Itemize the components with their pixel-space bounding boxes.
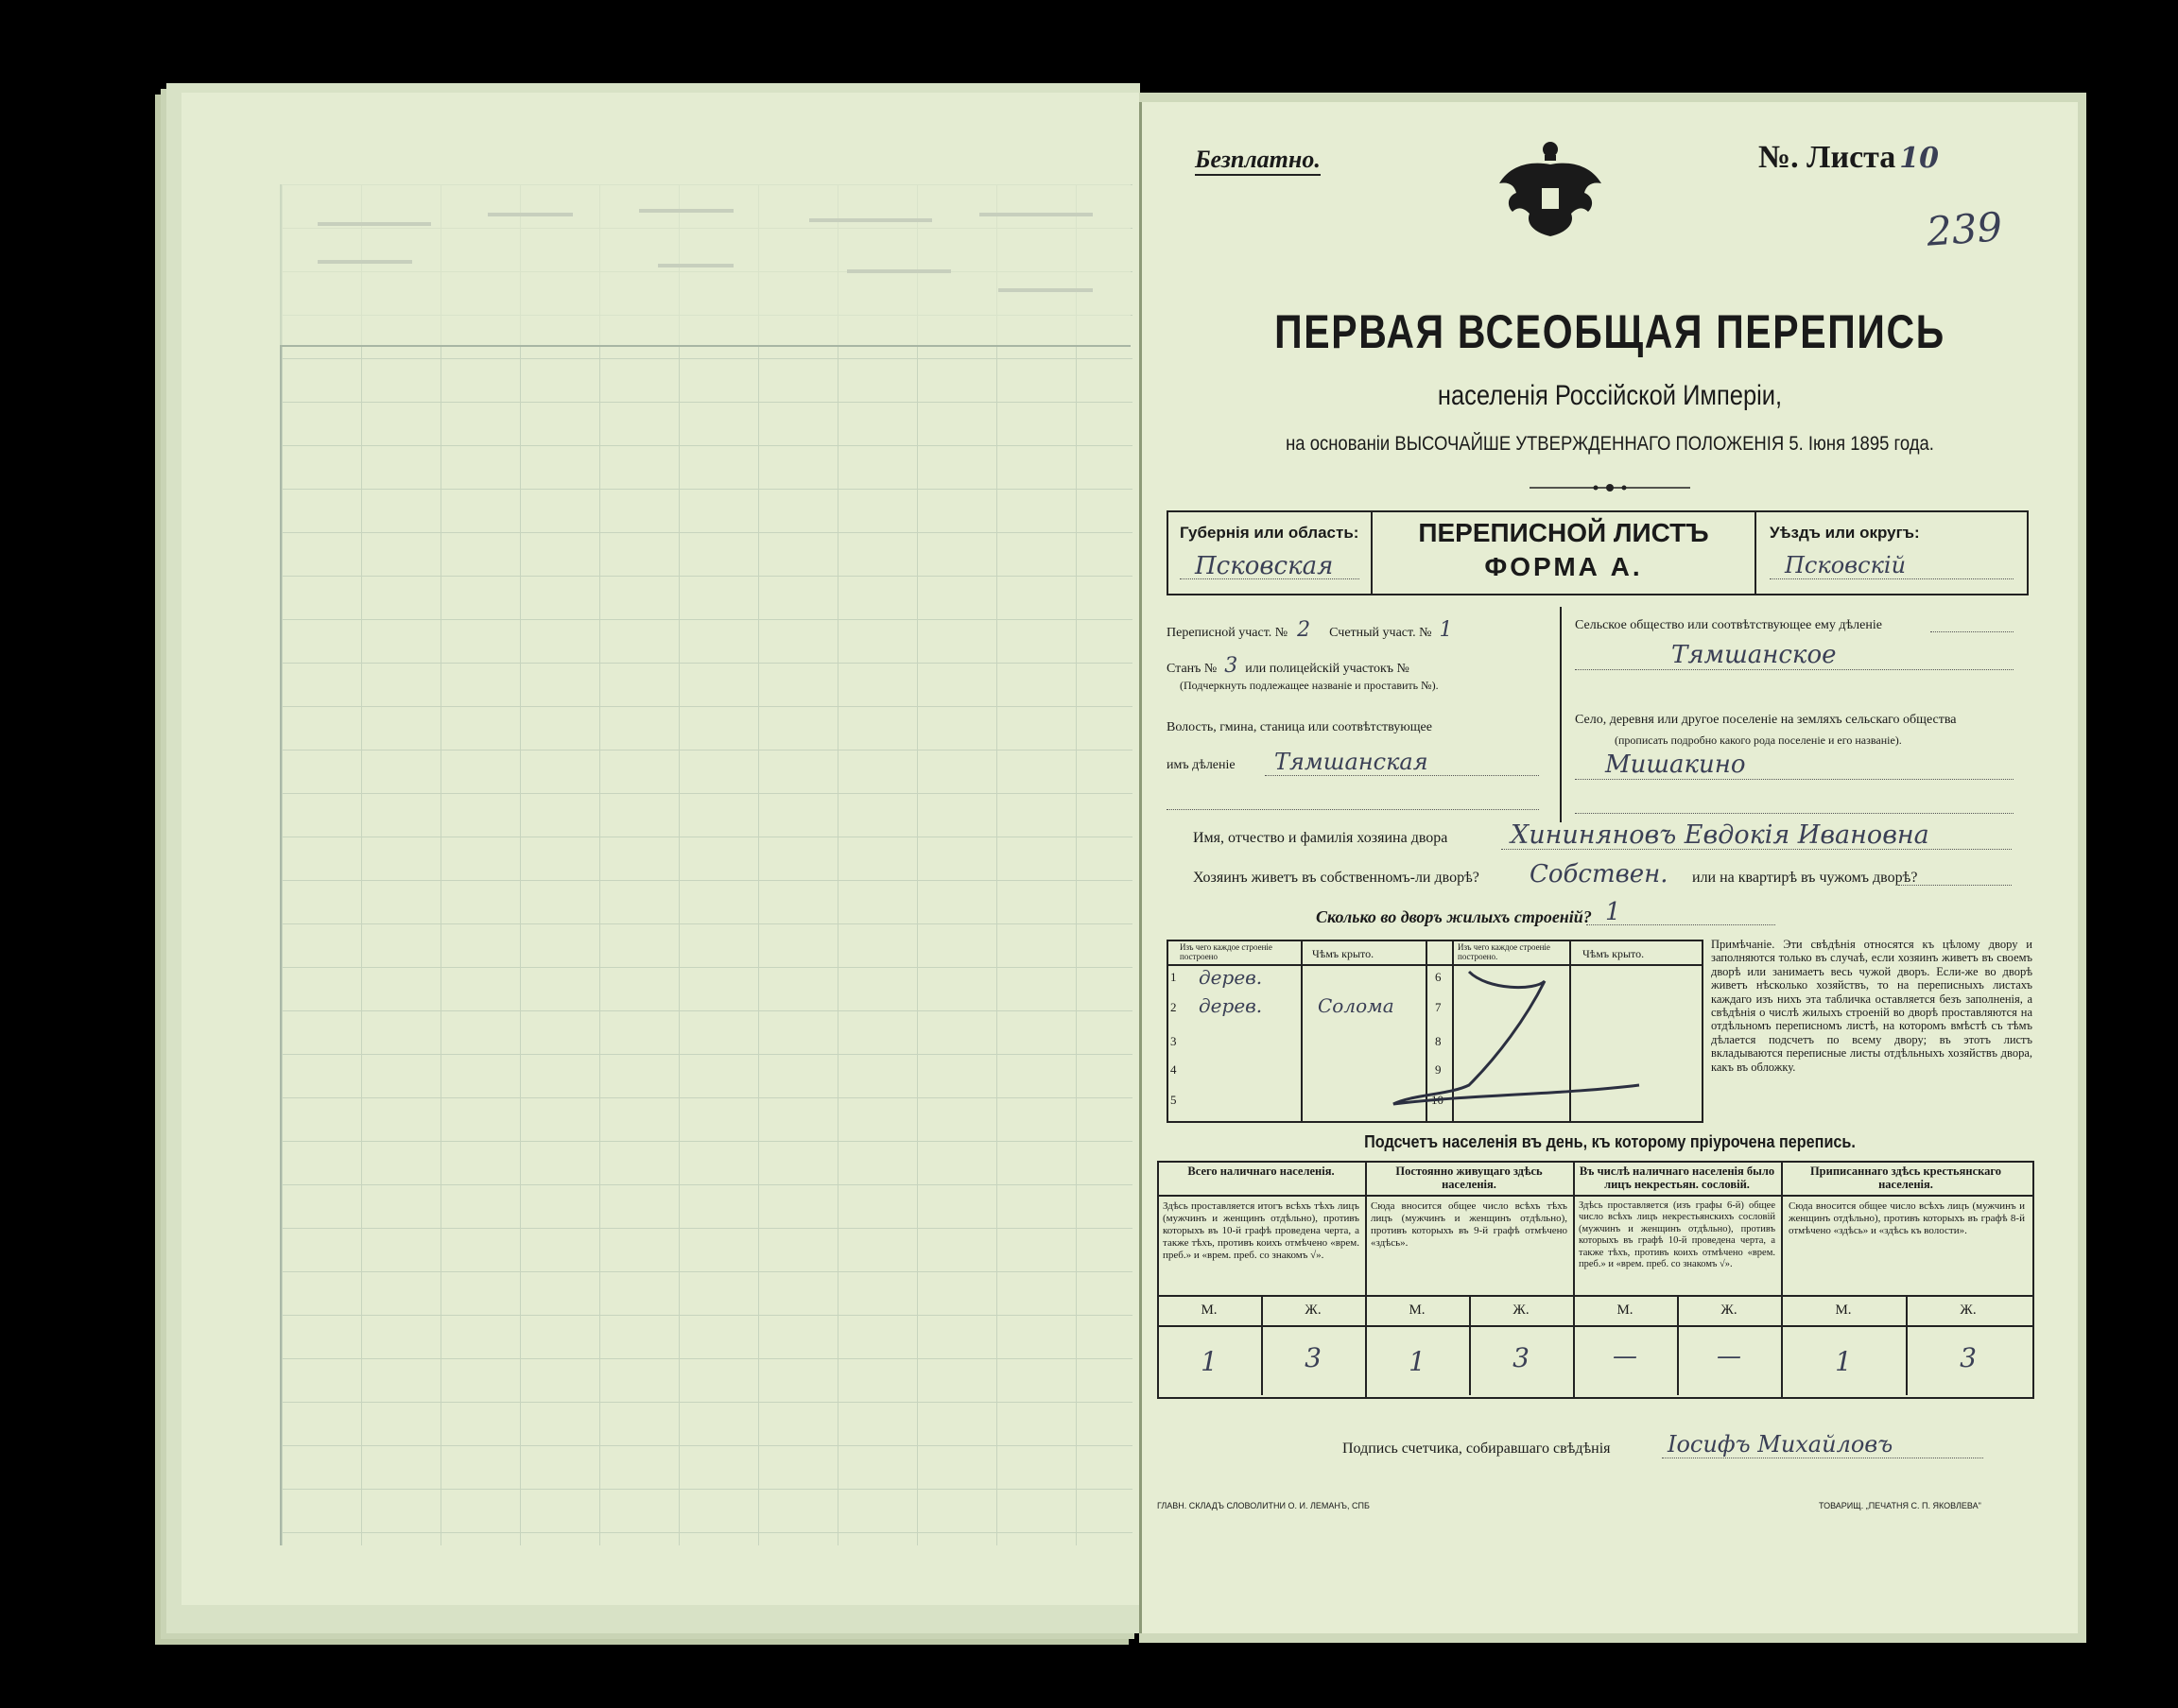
buildings-col-material-2: Изъ чего каждое строеніе построено. — [1458, 942, 1550, 961]
society-label: Сельское общество или соотвѣтствующее ему дѣленіе — [1575, 618, 1882, 632]
table-row-number: 9 — [1435, 1062, 1442, 1077]
count-column-desc: Здѣсь проставляется итогъ всѣхъ тѣхъ лицъ (мужчинъ и женщинъ отдѣльно), противъ которыхъ въ 10-й графѣ проведена черта, а также тѣхъ, противъ коихъ отмѣчено «врем. преб.» и «врем. преб. со знакомъ √». — [1163, 1200, 1359, 1261]
count-male-value: 1 — [1201, 1346, 1218, 1377]
count-female-value: — — [1717, 1342, 1741, 1371]
owner-name-label: Имя, отчество и фамилія хозяина двора — [1193, 830, 1448, 846]
census-basis: на основаніи ВЫСОЧАЙШЕ УТВЕРЖДЕННАГО ПОЛОЖЕНІЯ 5. Іюня 1895 года. — [1286, 433, 1934, 455]
f-label: Ж. — [1305, 1303, 1322, 1318]
count-column-desc: Сюда вносится общее число всѣхъ тѣхъ лицъ (мужчинъ и женщинъ отдѣльно), противъ которыхъ въ 9-й графѣ отмѣчено «здѣсь». — [1371, 1200, 1567, 1249]
buildings-value: 1 — [1605, 898, 1621, 926]
count-female-value: 3 — [1960, 1342, 1977, 1373]
uezd-value: Псковскій — [1785, 552, 1907, 578]
gubernia-value: Псковская — [1195, 552, 1334, 580]
sheet-number-label: №. Листа 10 — [1758, 140, 1940, 175]
village-value: Мишакино — [1605, 750, 1746, 779]
society-value: Тямшанское — [1671, 641, 1837, 669]
m-label: М. — [1616, 1303, 1634, 1318]
count-male-value: — — [1613, 1342, 1637, 1371]
table-row-number: 6 — [1435, 970, 1442, 984]
double-headed-eagle-emblem — [1494, 136, 1607, 240]
buildings-col-roof-2: Чѣмъ крыто. — [1582, 947, 1645, 960]
stan-label: Станъ № 3 или полицейскій участокъ № — [1167, 654, 1409, 678]
census-subtitle: населенія Россійской Имперіи, — [1437, 380, 1783, 411]
count-male-value: 1 — [1409, 1346, 1426, 1377]
count-title: Подсчетъ населенія въ день, къ которому пріурочена перепись. — [1364, 1132, 1856, 1151]
count-column-head: Приписаннаго здѣсь крестьянскаго населенія. — [1809, 1165, 2002, 1191]
table-row-number: 4 — [1170, 1062, 1177, 1077]
table-row-number: 7 — [1435, 1000, 1442, 1014]
table-row-roof: Солома — [1318, 994, 1394, 1017]
count-female-value: 3 — [1305, 1342, 1322, 1373]
signature-label: Подпись счетчика, собиравшаго свѣдѣнія — [1342, 1441, 1611, 1457]
form-title-line2: ФОРМА А. — [1484, 552, 1643, 581]
count-column-desc: Сюда вносится общее число всѣхъ лицъ (мужчинъ и женщинъ отдѣльно), противъ которыхъ въ графѣ 8-й отмѣчено «здѣсь» и «здѣсь къ волости». — [1789, 1200, 2025, 1236]
ornament-divider — [1530, 480, 1690, 495]
uezd-label: Уѣздъ или округъ: — [1770, 524, 1920, 542]
f-label: Ж. — [1512, 1303, 1530, 1318]
printer-right: ТОВАРИЩ. „ПЕЧАТНЯ С. П. ЯКОВЛЕВА" — [1819, 1501, 1981, 1510]
table-row-material: дерев. — [1199, 966, 1263, 989]
free-label: Безплатно. — [1195, 146, 1321, 176]
village-note: (прописать подробно какого рода поселеніе и его названіе). — [1615, 733, 1902, 747]
f-label: Ж. — [1960, 1303, 1977, 1318]
handwritten-strike-mark — [1356, 953, 1696, 1113]
gubernia-label: Губернія или область: — [1180, 524, 1359, 542]
count-column-desc: Здѣсь проставляется (изъ графы 6-й) общее число всѣхъ лицъ некрестьянскихъ сословій (мужчинъ и женщинъ отдѣльно), противъ которыхъ въ графѣ 10-й проведена черта, а также тѣхъ, противъ коихъ отмѣчено «врем. преб.» и «врем. преб. со знакомъ √». — [1579, 1200, 1775, 1270]
table-row-number: 8 — [1435, 1034, 1442, 1048]
f-label: Ж. — [1720, 1303, 1737, 1318]
count-female-value: 3 — [1512, 1342, 1530, 1373]
m-label: М. — [1835, 1303, 1852, 1318]
left-page-faded-header — [280, 184, 1131, 347]
m-label: М. — [1201, 1303, 1218, 1318]
count-column-head: Въ числѣ наличнаго населенія было лицъ некрестьян. сословій. — [1579, 1165, 1775, 1191]
village-label: Село, деревня или другое поселеніе на земляхъ сельскаго общества — [1575, 713, 1957, 727]
census-title: ПЕРВАЯ ВСЕОБЩАЯ ПЕРЕПИСЬ — [1274, 305, 1945, 358]
perepis-uch-label: Переписной участ. № 2 Счетный участ. № 1 — [1167, 618, 1453, 642]
table-row-material: дерев. — [1199, 994, 1263, 1017]
lives-label: Хозяинъ живетъ въ собственномъ-ли дворѣ? — [1193, 870, 1479, 886]
volost-label-2: имъ дѣленіе — [1167, 758, 1236, 772]
archive-folio-number: 239 — [1925, 203, 2004, 255]
owner-name-value: Хининяновъ Евдокія Ивановна — [1511, 820, 1929, 850]
count-column-head: Постоянно живущаго здѣсь населенія. — [1395, 1165, 1543, 1191]
signature-value: Іосифъ Михайловъ — [1668, 1431, 1893, 1458]
lives-value: Собствен. — [1530, 860, 1668, 889]
table-row-number: 3 — [1170, 1034, 1177, 1048]
note-text: Примѣчаніе. Эти свѣдѣнія относятся къ цѣлому двору и заполняются только въ случаѣ, если хозяинъ живетъ въ своемъ дворѣ или занимаетъ весь чужой дворъ. Если-же во дворѣ живетъ нѣсколько хозяйствъ, то на переписныхъ листахъ каждаго изъ нихъ эта табличка оставляется безъ заполненія, а свѣдѣнія о числѣ жилыхъ строеній во дворѣ проставляются на отдѣльномъ переписномъ листѣ, на которомъ вмѣстѣ съ тѣмъ дѣлается подсчетъ по всему двору; въ этотъ листъ вкладываются переписные листы отдѣльныхъ хозяйствъ двора, какъ въ обложку. — [1711, 938, 2032, 1074]
table-row-number: 5 — [1170, 1093, 1177, 1107]
underline-note: (Подчеркнуть подлежащее названіе и проставить №). — [1180, 679, 1439, 692]
table-row-number: 1 — [1170, 970, 1177, 984]
volost-value: Тямшанская — [1274, 749, 1428, 775]
lives-label-2: или на квартирѣ въ чужомъ дворѣ? — [1692, 870, 1918, 886]
table-row-number: 10 — [1431, 1093, 1443, 1107]
count-column-head: Всего наличнаго населенія. — [1187, 1165, 1335, 1178]
m-label: М. — [1409, 1303, 1426, 1318]
printer-left: ГЛАВН. СКЛАДЪ СЛОВОЛИТНИ О. И. ЛЕМАНЪ, СПБ — [1157, 1501, 1370, 1510]
buildings-col-material: Изъ чего каждое строеніе построено — [1180, 942, 1272, 961]
form-title-line1: ПЕРЕПИСНОЙ ЛИСТЪ — [1418, 518, 1709, 547]
buildings-col-roof: Чѣмъ крыто. — [1312, 947, 1374, 960]
volost-label: Волость, гмина, станица или соотвѣтствующее — [1167, 720, 1432, 734]
table-row-number: 2 — [1170, 1000, 1177, 1014]
count-male-value: 1 — [1835, 1346, 1852, 1377]
left-page-ruled-grid — [280, 184, 1132, 1545]
buildings-label: Сколько во дворъ жилыхъ строеній? — [1316, 907, 1592, 926]
census-form-page — [1139, 102, 2078, 1633]
